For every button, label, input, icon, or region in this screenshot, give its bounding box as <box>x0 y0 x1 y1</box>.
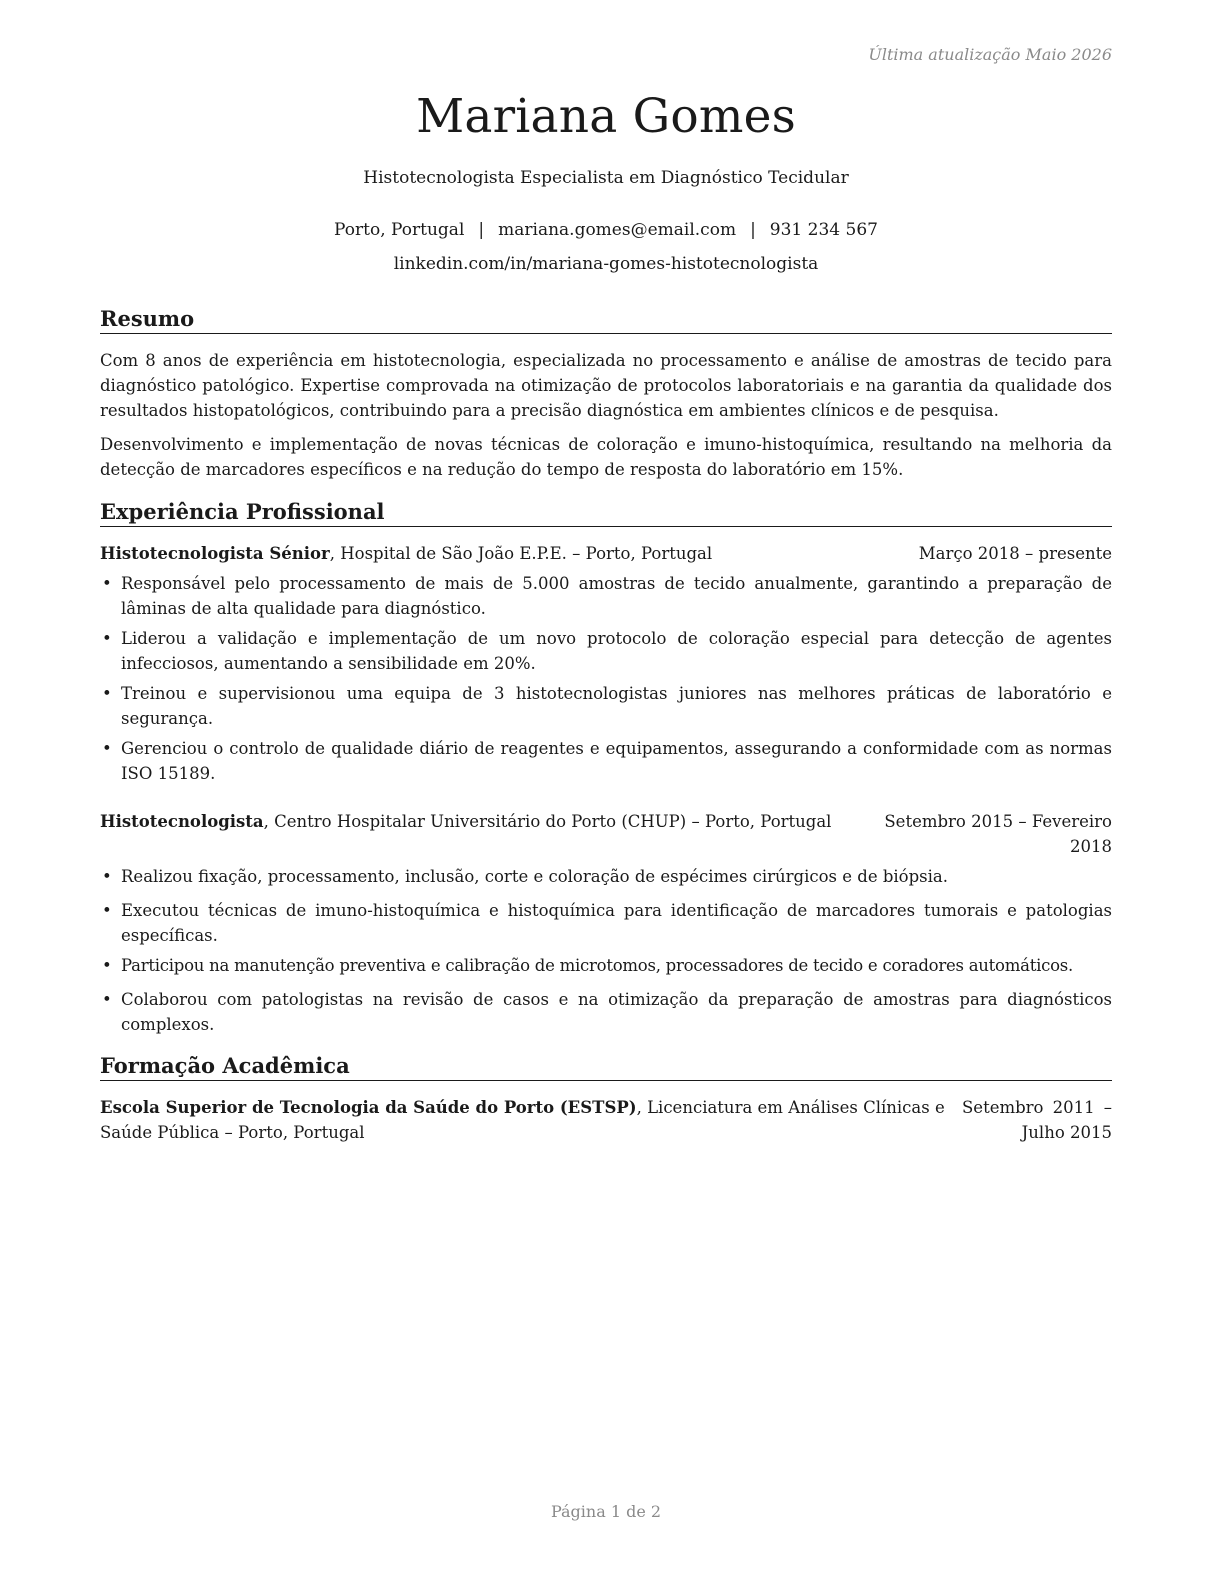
list-item: • Colaborou com patologistas na revisão de casos e na otimização da preparação de amostras para diagnósticos complexos. <box>100 987 1112 1037</box>
job-dates: Setembro 2015 – Fevereiro 2018 <box>884 812 1112 856</box>
separator: | <box>478 220 485 240</box>
education-entry <box>100 1095 1112 1145</box>
contact-line <box>100 220 1112 240</box>
section-title-education: Formação Acadêmica <box>100 1053 1112 1081</box>
list-item: • Participou na manutenção preventiva e calibração de microtomos, processadores de tecido e coradores automáticos. <box>100 953 1112 978</box>
list-item: • Realizou fixação, processamento, inclusão, corte e coloração de espécimes cirúrgicos e de biópsia. <box>100 864 1112 889</box>
phone: 931 234 567 <box>769 220 878 240</box>
summary-paragraph: Com 8 anos de experiência em histotecnologia, especializada no processamento e análise de amostras de tecido para diagnóstico patológico. Expertise comprovada na otimização de protocolos laboratoriais e na garantia da qualidade dos resultados histopatológicos, contribuindo para a precisão diagnóstica em ambientes clínicos e de pesquisa. <box>100 351 1112 420</box>
linkedin-link[interactable]: linkedin.com/in/mariana-gomes-histotecnologista <box>393 254 819 274</box>
job-role: Histotecnologista <box>100 812 264 831</box>
job-org: , Hospital de São João E.P.E. – Porto, Portugal <box>329 544 713 563</box>
list-item: • Executou técnicas de imuno-histoquímica e histoquímica para identificação de marcadores tumorais e patologias específicas. <box>100 898 1112 948</box>
summary-paragraph: Desenvolvimento e implementação de novas técnicas de coloração e imuno-histoquímica, resultando na melhoria da detecção de marcadores específicos e na redução do tempo de resposta do laboratório em 15%. <box>100 435 1112 479</box>
degree: , Licenciatura em Análises Clínicas e Saúde Pública – Porto, Portugal <box>100 1098 945 1142</box>
list-item: • Responsável pelo processamento de mais de 5.000 amostras de tecido anualmente, garantindo a preparação de lâminas de alta qualidade para diagnóstico. <box>100 571 1112 621</box>
job-header <box>100 809 1112 859</box>
candidate-name: Mariana Gomes <box>416 89 796 144</box>
list-item: • Gerenciou o controlo de qualidade diário de reagentes e equipamentos, assegurando a conformidade com as normas ISO 15189. <box>100 736 1112 786</box>
location: Porto, Portugal <box>334 220 465 240</box>
school-name: Escola Superior de Tecnologia da Saúde do Porto (ESTSP) <box>100 1098 637 1117</box>
job-header <box>100 541 1112 566</box>
section-title-summary: Resumo <box>100 306 1112 334</box>
education-dates: Setembro 2011 – Julho 2015 <box>962 1098 1112 1142</box>
last-updated: Última atualização Maio 2026 <box>868 45 1112 64</box>
resume-page <box>100 0 1112 1584</box>
section-title-experience: Experiência Profissional <box>100 499 1112 527</box>
page-number: Página 1 de 2 <box>550 1502 662 1521</box>
list-item: • Treinou e supervisionou uma equipa de 3 histotecnologistas juniores nas melhores práticas de laboratório e segurança. <box>100 681 1112 731</box>
list-item: • Liderou a validação e implementação de um novo protocolo de coloração especial para detecção de agentes infecciosos, aumentando a sensibilidade em 20%. <box>100 626 1112 676</box>
separator: | <box>750 220 756 240</box>
headline: Histotecnologista Especialista em Diagnóstico Tecidular <box>363 168 849 188</box>
job-bullets <box>100 571 1112 786</box>
job-dates: Março 2018 – presente <box>918 544 1112 563</box>
job-role: Histotecnologista Sénior <box>100 544 330 563</box>
job-bullets <box>100 864 1112 1037</box>
email-link[interactable]: mariana.gomes@email.com <box>498 220 737 240</box>
job-org: , Centro Hospitalar Universitário do Porto (CHUP) – Porto, Portugal <box>263 812 832 831</box>
